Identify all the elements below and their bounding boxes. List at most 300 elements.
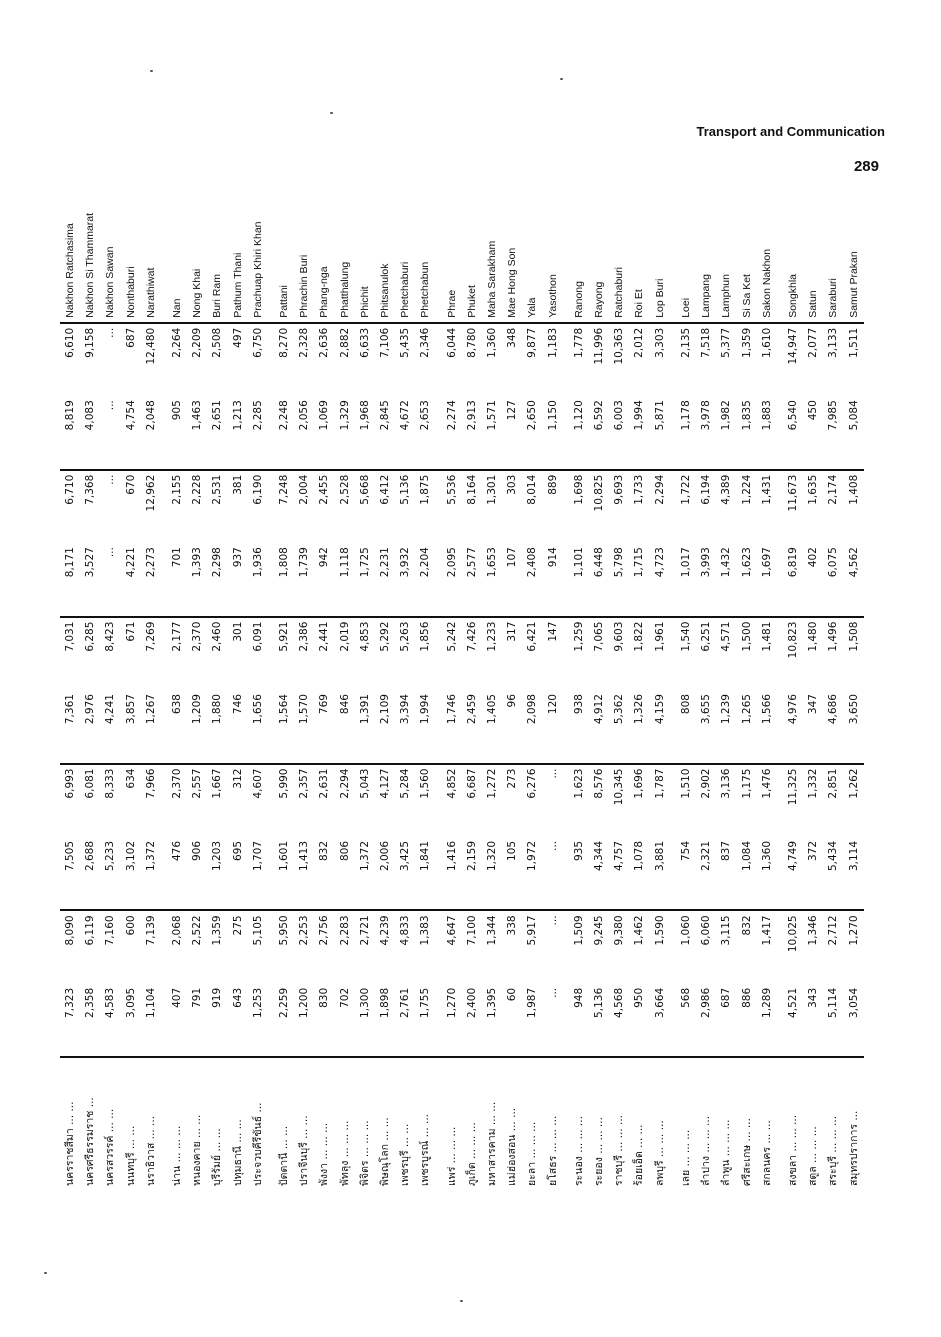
value-cell: 4,127 xyxy=(379,768,392,799)
province-thai-name: สระบุรี ... ... ... xyxy=(823,1057,843,1190)
value-cell: 1,270 xyxy=(847,915,860,946)
table-row xyxy=(314,190,334,1190)
value-cell: 1,405 xyxy=(482,690,502,763)
value-cell: 832 xyxy=(740,915,753,936)
value-cell: 6,060 xyxy=(700,915,713,946)
value-cell: 2,400 xyxy=(465,987,478,1018)
province-english-name: Samut Prakan xyxy=(844,190,864,323)
value-cell: 1,476 xyxy=(760,768,773,799)
value-cell: 2,294 xyxy=(338,768,351,799)
value-cell: 2,358 xyxy=(84,987,97,1018)
value-cell: 1,289 xyxy=(760,987,773,1018)
value-cell: 273 xyxy=(506,768,519,789)
value-cell: 1,359 xyxy=(211,915,224,946)
value-cell: 5,105 xyxy=(251,915,264,946)
value-cell: 935 xyxy=(563,837,589,910)
province-english-name: Saraburi xyxy=(823,190,843,323)
value-cell: 450 xyxy=(803,396,823,469)
value-cell: 11,673 xyxy=(786,474,799,512)
value-cell: 1,480 xyxy=(807,621,820,652)
province-thai-name: มหาสารคาม ... ... xyxy=(482,1057,502,1190)
value-cell: ... xyxy=(104,327,117,338)
value-cell: 1,372 xyxy=(141,837,161,910)
value-cell: 1,259 xyxy=(572,621,585,652)
province-english-name: Satun xyxy=(803,190,823,323)
value-cell: 1,733 xyxy=(633,474,646,505)
value-cell: 1,696 xyxy=(633,768,646,799)
value-cell: 11,996 xyxy=(593,327,606,365)
value-cell: 2,012 xyxy=(633,327,646,358)
value-cell: 1,213 xyxy=(228,396,248,469)
value-cell: 2,357 xyxy=(298,768,311,799)
value-cell: 1,239 xyxy=(716,690,736,763)
value-cell: 5,136 xyxy=(593,987,606,1018)
province-thai-name: นนทบุรี ... ... xyxy=(121,1057,141,1190)
value-cell: 3,978 xyxy=(696,396,716,469)
value-cell: 3,881 xyxy=(650,837,670,910)
value-cell: 1,178 xyxy=(670,396,696,469)
value-cell: 1,417 xyxy=(760,915,773,946)
province-thai-name: ศรีสะเกษ ... ... xyxy=(737,1057,757,1190)
value-cell: 105 xyxy=(502,837,522,910)
province-english-name: Phetchabun xyxy=(415,190,435,323)
value-cell: 3,095 xyxy=(124,987,137,1018)
value-cell: 1,883 xyxy=(757,396,777,469)
value-cell: 919 xyxy=(211,987,224,1008)
province-english-name: Loei xyxy=(670,190,696,323)
value-cell: 2,135 xyxy=(679,327,692,358)
value-cell: 1,994 xyxy=(415,690,435,763)
value-cell: 2,688 xyxy=(80,837,100,910)
value-cell: 5,292 xyxy=(379,621,392,652)
value-cell: ... xyxy=(543,837,563,910)
value-cell: 806 xyxy=(335,837,355,910)
table-row xyxy=(415,190,435,1190)
value-cell: 1,359 xyxy=(740,327,753,358)
value-cell: 2,651 xyxy=(207,396,227,469)
value-cell: 2,155 xyxy=(171,474,184,505)
table-row xyxy=(696,190,716,1190)
province-english-name: Si Sa Ket xyxy=(737,190,757,323)
value-cell: 2,264 xyxy=(171,327,184,358)
value-cell: 1,267 xyxy=(141,690,161,763)
value-cell: 1,778 xyxy=(572,327,585,358)
value-cell: 1,560 xyxy=(419,768,432,799)
value-cell: ... xyxy=(104,474,117,485)
value-cell: 8,164 xyxy=(465,474,478,505)
value-cell: 1,787 xyxy=(653,768,666,799)
table-row xyxy=(248,190,268,1190)
value-cell: 1,697 xyxy=(757,543,777,616)
running-head: Transport and Communication xyxy=(696,124,885,139)
value-cell: 2,298 xyxy=(207,543,227,616)
value-cell: 6,687 xyxy=(465,768,478,799)
value-cell: 3,102 xyxy=(121,837,141,910)
value-cell: 60 xyxy=(506,987,519,1002)
value-cell: 6,194 xyxy=(700,474,713,505)
province-english-name: Phetchaburi xyxy=(395,190,415,323)
value-cell: 4,221 xyxy=(121,543,141,616)
value-cell: 1,566 xyxy=(757,690,777,763)
value-cell: 5,435 xyxy=(399,327,412,358)
province-english-name: Ratchaburi xyxy=(609,190,629,323)
province-thai-name: เลย ... ... ... xyxy=(670,1057,696,1190)
value-cell: 1,623 xyxy=(737,543,757,616)
value-cell: 1,715 xyxy=(629,543,649,616)
table-row xyxy=(629,190,649,1190)
value-cell: 1,060 xyxy=(679,915,692,946)
value-cell: 1,391 xyxy=(355,690,375,763)
value-cell: 1,346 xyxy=(807,915,820,946)
value-cell: 1,722 xyxy=(679,474,692,505)
value-cell: 3,664 xyxy=(653,987,666,1018)
value-cell: 7,361 xyxy=(60,690,80,763)
value-cell: 5,263 xyxy=(399,621,412,652)
value-cell: 4,389 xyxy=(720,474,733,505)
value-cell: 1,972 xyxy=(522,837,542,910)
province-thai-name: นครศรีธรรมราช ... xyxy=(80,1057,100,1190)
value-cell: 497 xyxy=(231,327,244,348)
value-cell: 6,610 xyxy=(64,327,76,358)
province-thai-name: ราชบุรี ... ... ... xyxy=(609,1057,629,1190)
province-english-name: Prachuap Khiri Khan xyxy=(248,190,268,323)
value-cell: 2,557 xyxy=(191,768,204,799)
province-thai-name: พัทลุง ... ... ... xyxy=(335,1057,355,1190)
value-cell: 7,985 xyxy=(823,396,843,469)
table-row xyxy=(777,190,803,1190)
value-cell: 5,084 xyxy=(844,396,864,469)
table-row xyxy=(395,190,415,1190)
value-cell: 643 xyxy=(231,987,244,1008)
value-cell: 2,346 xyxy=(419,327,432,358)
value-cell: 8,333 xyxy=(104,768,117,799)
province-english-name: Sakon Nakhon xyxy=(757,190,777,323)
value-cell: 3,114 xyxy=(844,837,864,910)
value-cell: 301 xyxy=(231,621,244,642)
province-english-name: Phatthalung xyxy=(335,190,355,323)
value-cell: 10,823 xyxy=(786,621,799,659)
province-english-name: Narathiwat xyxy=(141,190,161,323)
value-cell: 687 xyxy=(720,987,733,1008)
value-cell: 4,241 xyxy=(100,690,120,763)
value-cell: 2,712 xyxy=(827,915,840,946)
value-cell: 1,875 xyxy=(419,474,432,505)
table-row xyxy=(823,190,843,1190)
value-cell: 8,171 xyxy=(60,543,80,616)
province-thai-name: ยะลา ... ... ... xyxy=(522,1057,542,1190)
table-row xyxy=(228,190,248,1190)
value-cell: 4,757 xyxy=(609,837,629,910)
value-cell: 942 xyxy=(314,543,334,616)
province-thai-name: พิษณุโลก ... ... xyxy=(375,1057,395,1190)
value-cell: 695 xyxy=(228,837,248,910)
value-cell: 3,993 xyxy=(696,543,716,616)
table-row xyxy=(737,190,757,1190)
value-cell: 1,481 xyxy=(760,621,773,652)
value-cell: 830 xyxy=(318,987,331,1008)
table-row xyxy=(100,190,120,1190)
value-cell: 5,950 xyxy=(278,915,291,946)
value-cell: 372 xyxy=(803,837,823,910)
value-cell: 906 xyxy=(187,837,207,910)
value-cell: 846 xyxy=(335,690,355,763)
province-english-name: Maha Sarakham xyxy=(482,190,502,323)
value-cell: 1,265 xyxy=(737,690,757,763)
province-thai-name: เพชรบุรี ... ... xyxy=(395,1057,415,1190)
value-cell: 5,114 xyxy=(827,987,840,1018)
value-cell: 4,571 xyxy=(720,621,733,652)
value-cell: 381 xyxy=(231,474,244,495)
value-cell: 6,421 xyxy=(526,621,539,652)
value-cell: 347 xyxy=(803,690,823,763)
value-cell: 1,326 xyxy=(629,690,649,763)
value-cell: 2,528 xyxy=(338,474,351,505)
province-english-name: Songkhla xyxy=(777,190,803,323)
province-english-name: Roi Et xyxy=(629,190,649,323)
province-thai-name: พังงา ... ... ... xyxy=(314,1057,334,1190)
value-cell: 1,408 xyxy=(847,474,860,505)
value-cell: 8,576 xyxy=(593,768,606,799)
table-row xyxy=(543,190,563,1190)
value-cell: 1,571 xyxy=(482,396,502,469)
value-cell: 7,518 xyxy=(700,327,713,358)
value-cell: 4,083 xyxy=(80,396,100,469)
value-cell: 7,505 xyxy=(60,837,80,910)
table-row xyxy=(355,190,375,1190)
province-thai-name: นครสวรรค์ ... ... xyxy=(100,1057,120,1190)
value-cell: 1,698 xyxy=(572,474,585,505)
value-cell: 127 xyxy=(502,396,522,469)
value-cell: 1,508 xyxy=(847,621,860,652)
province-thai-name: พิจิตร ... ... ... xyxy=(355,1057,375,1190)
value-cell: 1,360 xyxy=(757,837,777,910)
value-cell: 9,693 xyxy=(613,474,626,505)
table-row xyxy=(650,190,670,1190)
value-cell: 2,273 xyxy=(141,543,161,616)
province-thai-name: ลำพูน ... ... ... xyxy=(716,1057,736,1190)
value-cell: 4,521 xyxy=(786,987,799,1018)
value-cell: 1,835 xyxy=(737,396,757,469)
value-cell: ... xyxy=(546,987,559,998)
value-cell: 2,370 xyxy=(191,621,204,652)
value-cell: 1,936 xyxy=(248,543,268,616)
value-cell: 7,368 xyxy=(84,474,97,505)
value-cell: 14,947 xyxy=(786,327,799,365)
province-thai-name: ลำปาง ... ... ... xyxy=(696,1057,716,1190)
value-cell: 4,568 xyxy=(613,987,626,1018)
value-cell: 4,583 xyxy=(104,987,117,1018)
province-english-name: Buri Ram xyxy=(207,190,227,323)
value-cell: 2,882 xyxy=(338,327,351,358)
value-cell: 9,380 xyxy=(613,915,626,946)
value-cell: 1,118 xyxy=(335,543,355,616)
value-cell: 1,175 xyxy=(740,768,753,799)
province-thai-name: แม่ฮ่องสอน ... ... xyxy=(502,1057,522,1190)
value-cell: 5,434 xyxy=(823,837,843,910)
value-cell: 7,323 xyxy=(64,987,76,1018)
value-cell: 3,054 xyxy=(847,987,860,1018)
table-row xyxy=(803,190,823,1190)
value-cell: 1,968 xyxy=(355,396,375,469)
value-cell: 1,570 xyxy=(294,690,314,763)
value-cell: 8,014 xyxy=(526,474,539,505)
value-cell: 1,200 xyxy=(298,987,311,1018)
province-english-name: Lop Buri xyxy=(650,190,670,323)
value-cell: 5,798 xyxy=(609,543,629,616)
value-cell: 1,262 xyxy=(847,768,860,799)
province-english-name: Nonthaburi xyxy=(121,190,141,323)
value-cell: 1,746 xyxy=(436,690,462,763)
value-cell: 275 xyxy=(231,915,244,936)
value-cell: 7,269 xyxy=(144,621,157,652)
value-cell: 6,285 xyxy=(84,621,97,652)
value-cell: 568 xyxy=(679,987,692,1008)
value-cell: 1,300 xyxy=(358,987,371,1018)
value-cell: 687 xyxy=(124,327,137,348)
value-cell: 6,044 xyxy=(445,327,458,358)
table-row xyxy=(121,190,141,1190)
value-cell: 4,833 xyxy=(399,915,412,946)
value-cell: 2,248 xyxy=(268,396,294,469)
value-cell: 6,993 xyxy=(64,768,76,799)
value-cell: 2,636 xyxy=(318,327,331,358)
value-cell: 1,383 xyxy=(419,915,432,946)
value-cell: 1,017 xyxy=(670,543,696,616)
value-cell: 303 xyxy=(506,474,519,495)
value-cell: 6,091 xyxy=(251,621,264,652)
province-thai-name: สงขลา ... ... ... xyxy=(777,1057,803,1190)
value-cell: 948 xyxy=(572,987,585,1008)
value-cell: 3,115 xyxy=(720,915,733,946)
table-row xyxy=(60,190,80,1190)
value-cell: 5,668 xyxy=(358,474,371,505)
value-cell: 1,590 xyxy=(653,915,666,946)
value-cell: 2,761 xyxy=(399,987,412,1018)
province-thai-name: ร้อยเอ็ด ... ... xyxy=(629,1057,649,1190)
value-cell: 1,150 xyxy=(543,396,563,469)
value-cell: 2,653 xyxy=(415,396,435,469)
value-cell: 6,119 xyxy=(84,915,97,946)
value-cell: 1,320 xyxy=(482,837,502,910)
value-cell: 9,603 xyxy=(613,621,626,652)
value-cell: 1,880 xyxy=(207,690,227,763)
value-cell: 1,069 xyxy=(314,396,334,469)
value-cell: 1,961 xyxy=(653,621,666,652)
value-cell: 6,592 xyxy=(589,396,609,469)
province-english-name: Phuket xyxy=(462,190,482,323)
province-english-name: Nong Khai xyxy=(187,190,207,323)
value-cell: 5,921 xyxy=(278,621,291,652)
value-cell: 7,031 xyxy=(64,621,76,652)
value-cell: 1,653 xyxy=(482,543,502,616)
value-cell: 702 xyxy=(338,987,351,1008)
value-cell: 2,631 xyxy=(318,768,331,799)
value-cell: 1,270 xyxy=(445,987,458,1018)
value-cell: 2,056 xyxy=(294,396,314,469)
value-cell: 7,426 xyxy=(465,621,478,652)
value-cell: 2,098 xyxy=(522,690,542,763)
table-row xyxy=(294,190,314,1190)
province-english-name: Lampang xyxy=(696,190,716,323)
value-cell: 4,647 xyxy=(445,915,458,946)
value-cell: 1,564 xyxy=(268,690,294,763)
value-cell: 312 xyxy=(231,768,244,789)
value-cell: 1,635 xyxy=(807,474,820,505)
province-english-name: Nakhon Si Thammarat xyxy=(80,190,100,323)
value-cell: 1,329 xyxy=(335,396,355,469)
value-cell: 6,448 xyxy=(589,543,609,616)
value-cell: 638 xyxy=(161,690,187,763)
value-cell: 348 xyxy=(506,327,519,348)
province-english-name: Yasothon xyxy=(543,190,563,323)
value-cell: 5,917 xyxy=(526,915,539,946)
province-english-name: Phrachin Buri xyxy=(294,190,314,323)
value-cell: 7,248 xyxy=(278,474,291,505)
value-cell: 2,159 xyxy=(462,837,482,910)
value-cell: 1,496 xyxy=(827,621,840,652)
value-cell: 1,739 xyxy=(294,543,314,616)
value-cell: 6,710 xyxy=(64,474,76,505)
province-english-name: Pathum Thani xyxy=(228,190,248,323)
value-cell: 1,463 xyxy=(187,396,207,469)
value-cell: 6,633 xyxy=(358,327,371,358)
value-cell: 2,204 xyxy=(415,543,435,616)
value-cell: 1,101 xyxy=(563,543,589,616)
value-cell: 476 xyxy=(161,837,187,910)
table-row xyxy=(609,190,629,1190)
value-cell: 3,857 xyxy=(121,690,141,763)
value-cell: 1,822 xyxy=(633,621,646,652)
value-cell: 343 xyxy=(807,987,820,1008)
value-cell: 5,242 xyxy=(445,621,458,652)
province-english-name: Phang-nga xyxy=(314,190,334,323)
value-cell: 7,139 xyxy=(144,915,157,946)
value-cell: 1,511 xyxy=(847,327,860,358)
value-cell: 6,081 xyxy=(84,768,97,799)
value-cell: 9,877 xyxy=(526,327,539,358)
value-cell: 905 xyxy=(161,396,187,469)
value-cell: 2,370 xyxy=(171,768,184,799)
table-row xyxy=(207,190,227,1190)
value-cell: 1,203 xyxy=(207,837,227,910)
value-cell: 3,425 xyxy=(395,837,415,910)
value-cell: 2,274 xyxy=(436,396,462,469)
value-cell: 2,048 xyxy=(141,396,161,469)
value-cell: 10,025 xyxy=(786,915,799,953)
value-cell: 10,363 xyxy=(613,327,626,365)
value-cell: 2,294 xyxy=(653,474,666,505)
province-english-name: Nan xyxy=(161,190,187,323)
value-cell: 6,819 xyxy=(777,543,803,616)
province-thai-name: สมุทรปราการ ... xyxy=(844,1057,864,1190)
value-cell: 1,372 xyxy=(355,837,375,910)
table-row xyxy=(375,190,395,1190)
value-cell: 1,183 xyxy=(546,327,559,358)
value-cell: 96 xyxy=(502,690,522,763)
table-row xyxy=(844,190,864,1190)
value-cell: 1,667 xyxy=(211,768,224,799)
value-cell: 1,755 xyxy=(419,987,432,1018)
table-row xyxy=(757,190,777,1190)
value-cell: 837 xyxy=(716,837,736,910)
value-cell: 1,253 xyxy=(251,987,264,1018)
province-thai-name: ระยอง ... ... ... xyxy=(589,1057,609,1190)
value-cell: 746 xyxy=(228,690,248,763)
value-cell: 634 xyxy=(124,768,137,789)
table-row xyxy=(462,190,482,1190)
value-cell: 3,932 xyxy=(395,543,415,616)
province-thai-name: ประจวบคีรีขันธ์ ... xyxy=(248,1057,268,1190)
